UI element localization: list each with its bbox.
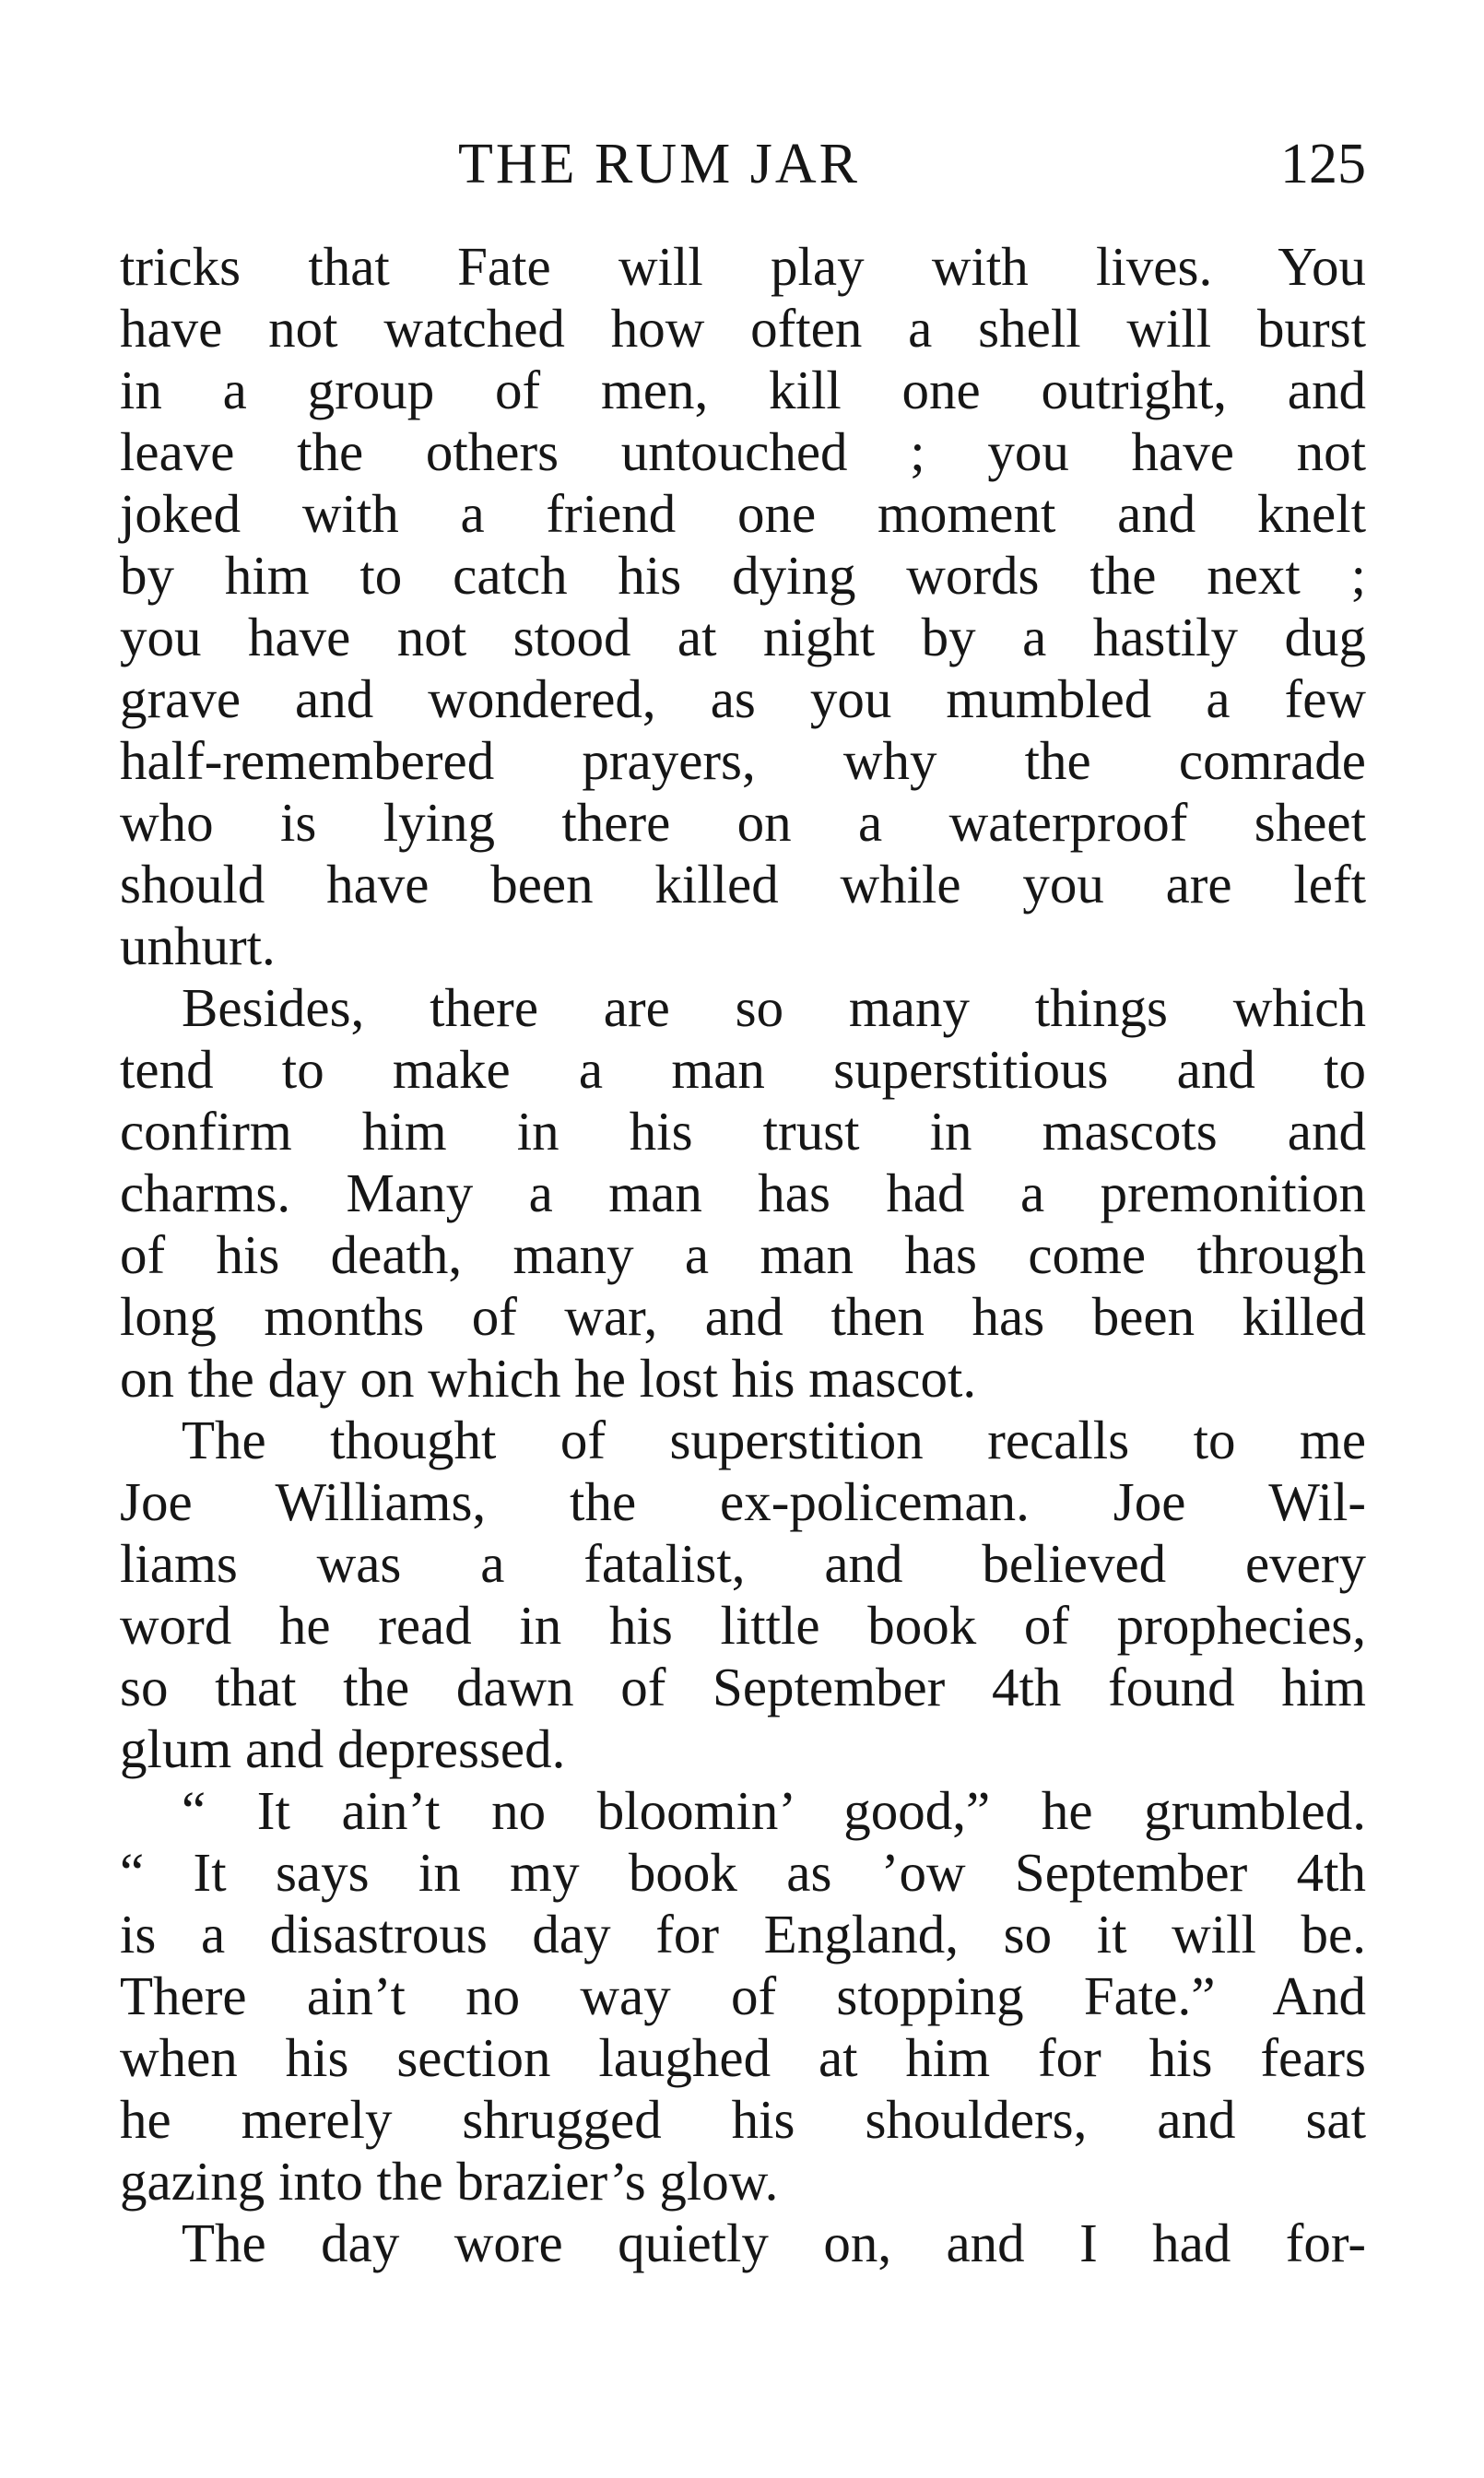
text-line: on the day on which he lost his mascot. bbox=[120, 1348, 977, 1409]
running-head bbox=[120, 127, 1366, 201]
page-number: 125 bbox=[1280, 133, 1366, 195]
text-line: have not watched how often a shell will burst bbox=[120, 298, 1366, 359]
text-line: you have not stood at night by a hastily dug bbox=[120, 607, 1366, 667]
text-line: so that the dawn of September 4th found him bbox=[120, 1657, 1366, 1717]
paragraph bbox=[120, 1410, 1366, 1780]
text-line: joked with a friend one moment and knelt bbox=[120, 483, 1366, 544]
text-line: long months of war, and then has been killed bbox=[120, 1286, 1366, 1347]
text-line: in a group of men, kill one outright, and bbox=[120, 360, 1366, 420]
text-line: liams was a fatalist, and believed every bbox=[120, 1533, 1366, 1594]
text-line: of his death, many a man has come through bbox=[120, 1224, 1366, 1285]
text-line: glum and depressed. bbox=[120, 1718, 566, 1779]
text-line: by him to catch his dying words the next ; bbox=[120, 545, 1366, 606]
text-line: Joe Williams, the ex-policeman. Joe Wil- bbox=[120, 1471, 1366, 1532]
text-line: is a disastrous day for England, so it will be. bbox=[120, 1904, 1366, 1965]
text-line: tend to make a man superstitious and to bbox=[120, 1039, 1366, 1100]
text-line: charms. Many a man has had a premonition bbox=[120, 1162, 1366, 1223]
text-line: “ It says in my book as ’ow September 4th bbox=[120, 1842, 1366, 1903]
paragraph bbox=[120, 236, 1366, 977]
text-line: he merely shrugged his shoulders, and sat bbox=[120, 2089, 1366, 2150]
text-line: when his section laughed at him for his fears bbox=[120, 2027, 1366, 2088]
text-line: tricks that Fate will play with lives. You bbox=[120, 236, 1366, 297]
text-line: There ain’t no way of stopping Fate.” And bbox=[120, 1965, 1366, 2026]
text-line: “ It ain’t no bloomin’ good,” he grumbled. bbox=[182, 1780, 1366, 1841]
running-title: THE RUM JAR bbox=[457, 133, 861, 195]
text-line: unhurt. bbox=[120, 915, 276, 976]
text-line: who is lying there on a waterproof sheet bbox=[120, 792, 1366, 853]
text-line: word he read in his little book of prophecies, bbox=[120, 1595, 1366, 1656]
paragraph bbox=[120, 977, 1366, 1410]
text-line: gazing into the brazier’s glow. bbox=[120, 2151, 779, 2212]
text-line: grave and wondered, as you mumbled a few bbox=[120, 668, 1366, 729]
text-line: should have been killed while you are left bbox=[120, 854, 1366, 914]
text-line: Besides, there are so many things which bbox=[182, 977, 1366, 1038]
text-line: The thought of superstition recalls to me bbox=[182, 1410, 1366, 1470]
text-line: The day wore quietly on, and I had for- bbox=[182, 2212, 1366, 2273]
text-line: confirm him in his trust in mascots and bbox=[120, 1101, 1366, 1162]
text-line: leave the others untouched ; you have not bbox=[120, 421, 1366, 482]
paragraph bbox=[120, 1780, 1366, 2212]
body-text bbox=[120, 236, 1366, 2274]
text-line: half-remembered prayers, why the comrade bbox=[120, 730, 1366, 791]
paragraph bbox=[120, 2212, 1366, 2274]
